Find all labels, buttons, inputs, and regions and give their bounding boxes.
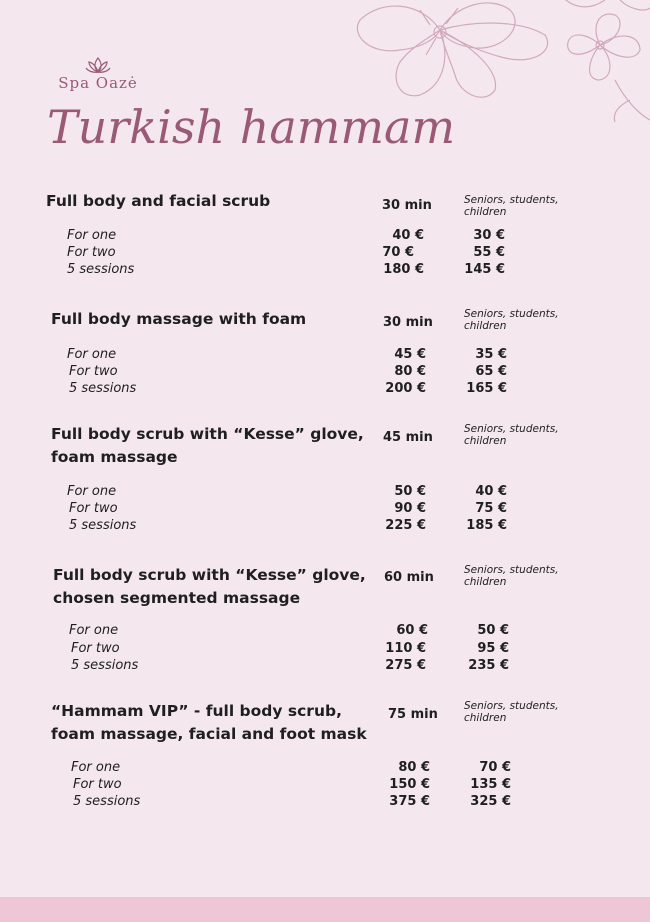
discount-price: 325 €: [470, 794, 511, 809]
discount-price: 30 €: [473, 228, 505, 243]
price-row: [0, 760, 650, 777]
price-row: [0, 364, 650, 381]
price-row: [0, 347, 650, 364]
discount-price: 145 €: [464, 262, 505, 277]
discount-note: Seniors, students, children: [464, 308, 559, 332]
price-row: [0, 501, 650, 518]
price-row: [0, 623, 650, 640]
standard-price: 110 €: [385, 641, 426, 656]
price-label: 5 sessions: [69, 518, 137, 533]
price-row: [0, 484, 650, 501]
discount-price: 95 €: [477, 641, 509, 656]
price-label: For one: [67, 347, 117, 362]
brand-logo: [55, 56, 141, 92]
footer-bar: [0, 897, 650, 922]
discount-note: Seniors, students, children: [464, 700, 559, 724]
discount-price: 50 €: [477, 623, 509, 638]
discount-note: Seniors, students, children: [464, 423, 559, 447]
price-label: For two: [71, 641, 120, 656]
price-row: [0, 245, 650, 262]
standard-price: 180 €: [383, 262, 424, 277]
standard-price: 60 €: [396, 623, 428, 638]
brand-name: Spa Oazė: [58, 74, 138, 92]
page-title: Turkish hammam: [47, 100, 456, 154]
price-row: [0, 641, 650, 658]
service-name: Full body and facial scrub: [46, 192, 271, 210]
price-label: For one: [67, 228, 117, 243]
price-label: For one: [69, 623, 119, 638]
standard-price: 50 €: [394, 484, 426, 499]
discount-note: Seniors, students, children: [464, 194, 559, 218]
price-row: [0, 228, 650, 245]
price-label: For two: [69, 501, 118, 516]
discount-price: 235 €: [468, 658, 509, 673]
service-duration: 30 min: [382, 198, 432, 213]
standard-price: 150 €: [389, 777, 430, 792]
price-label: 5 sessions: [71, 658, 139, 673]
lotus-icon: [85, 56, 111, 74]
price-label: For one: [71, 760, 121, 775]
standard-price: 275 €: [385, 658, 426, 673]
service-duration: 60 min: [384, 570, 434, 585]
price-row: [0, 658, 650, 675]
price-label: For two: [69, 364, 118, 379]
discount-price: 185 €: [466, 518, 507, 533]
service-duration: 45 min: [383, 430, 433, 445]
standard-price: 45 €: [394, 347, 426, 362]
discount-price: 75 €: [475, 501, 507, 516]
discount-price: 55 €: [473, 245, 505, 260]
service-duration: 75 min: [388, 707, 438, 722]
standard-price: 70 €: [382, 245, 414, 260]
standard-price: 80 €: [394, 364, 426, 379]
discount-price: 70 €: [479, 760, 511, 775]
standard-price: 200 €: [385, 381, 426, 396]
discount-price: 135 €: [470, 777, 511, 792]
standard-price: 40 €: [392, 228, 424, 243]
discount-note: Seniors, students, children: [464, 564, 559, 588]
discount-price: 35 €: [475, 347, 507, 362]
price-label: For one: [67, 484, 117, 499]
standard-price: 90 €: [394, 501, 426, 516]
discount-price: 65 €: [475, 364, 507, 379]
service-name: Full body scrub with “Kesse” glove, chosen segmented massage: [53, 566, 366, 607]
service-name: Full body scrub with “Kesse” glove, foam massage: [51, 425, 364, 466]
service-name: “Hammam VIP” - full body scrub, foam massage, facial and foot mask: [51, 702, 367, 743]
price-label: 5 sessions: [73, 794, 141, 809]
price-label: 5 sessions: [67, 262, 135, 277]
price-label: For two: [67, 245, 116, 260]
standard-price: 225 €: [385, 518, 426, 533]
discount-price: 40 €: [475, 484, 507, 499]
service-duration: 30 min: [383, 315, 433, 330]
standard-price: 80 €: [398, 760, 430, 775]
discount-price: 165 €: [466, 381, 507, 396]
price-row: [0, 262, 650, 279]
service-name: Full body massage with foam: [51, 310, 307, 328]
price-label: 5 sessions: [69, 381, 137, 396]
standard-price: 375 €: [389, 794, 430, 809]
price-row: [0, 381, 650, 398]
price-row: [0, 777, 650, 794]
price-row: [0, 518, 650, 535]
price-row: [0, 794, 650, 811]
price-label: For two: [73, 777, 122, 792]
